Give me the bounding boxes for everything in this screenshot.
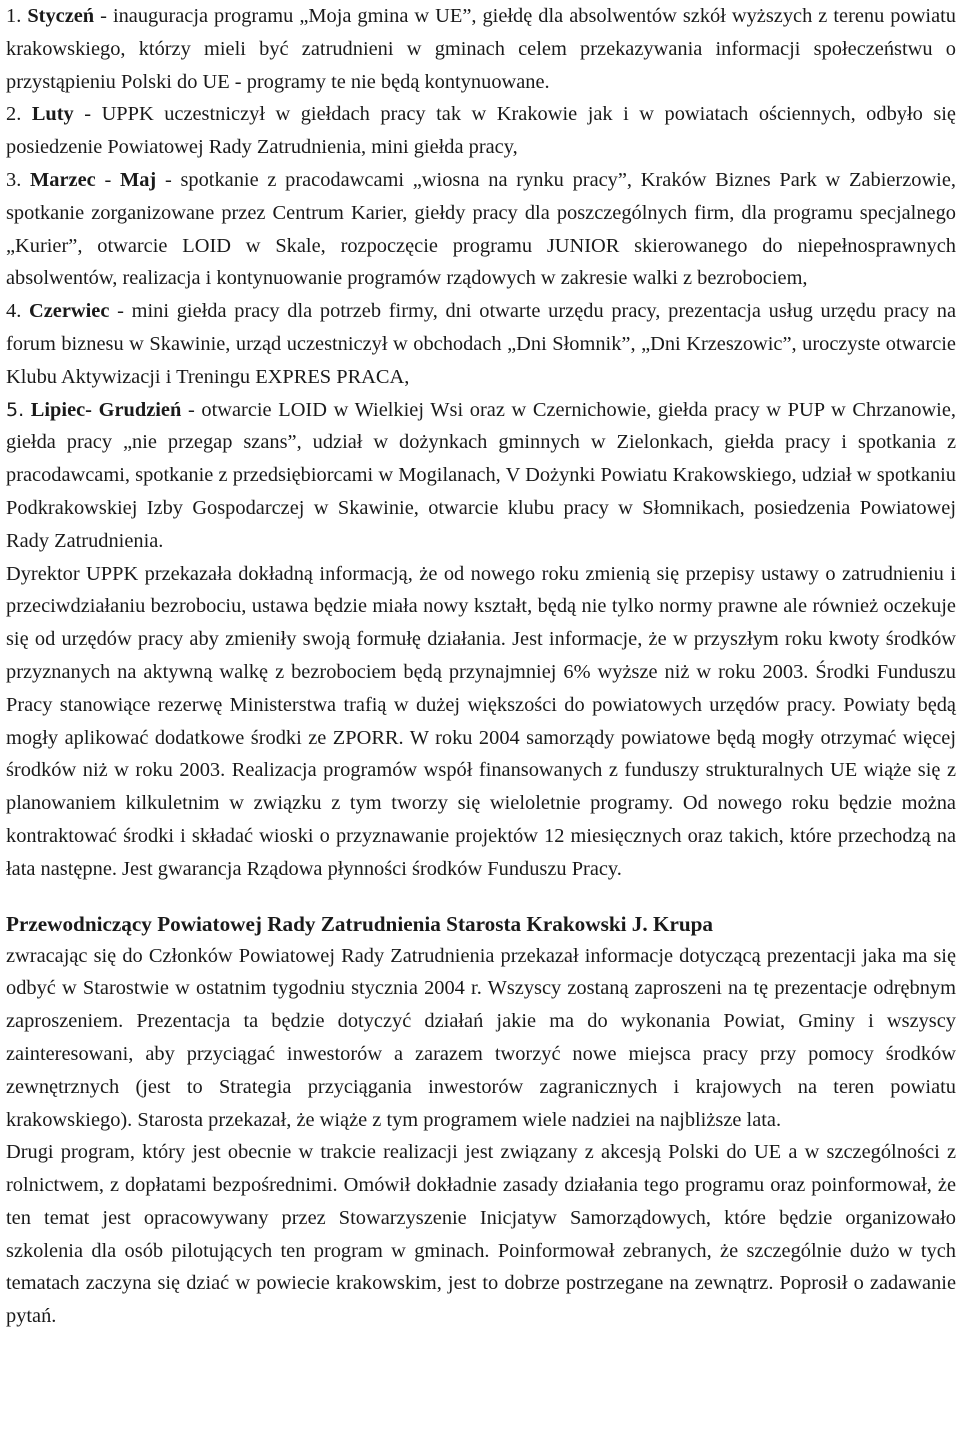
section-heading: Przewodniczący Powiatowej Rady Zatrudnienia Starosta Krakowski J. Krupa <box>6 911 714 936</box>
item-number: 4. <box>6 300 22 323</box>
second-program-paragraph: Drugi program, który jest obecnie w trakcie realizacji jest związany z akcesją Polski do UE a w szczególności z rolnictwem, z dopłatami bezpośrednimi. Omówił dokładnie zasady działania tego programu oraz poinformował, że ten temat jest opracowywany przez Stowarzyszenie Inicjatyw Samorządowych, które będzie organizowało szkolenia dla osób pilotujących ten program w gminach. Poinformował zebranych, że szczególnie dużo w tych tematach zaczyna się dziać w powiecie krakowskim, jest to dobrze postrzegane na zewnątrz. Poprosił o zadawanie pytań. <box>6 1141 956 1328</box>
director-paragraph: Dyrektor UPPK przekazała dokładną informacją, że od nowego roku zmienią się przepisy ustawy o zatrudnieniu i przeciwdziałaniu bezrobociu, ustawa będzie miała nowy kształt, będą nie tylko normy prawne ale również oczekuje się od urzędów pracy aby zmieniły swoją formułę działania. Jest informacje, że w przyszłym roku kwoty środków przyznanych na aktywną walkę z bezrobociem będą przynajmniej 6% wyższe niż w roku 2003. Środki Funduszu Pracy stanowiące rezerwę Ministerstwa trafią w dużej większości do powiatowych urzędów pracy. Powiaty będą mogły aplikować dodatkowe środki ze ZPORR. W roku 2004 samorządy powiatowe będą mogły otrzymać więcej środków niż w roku 2003. Realizacja programów współ finansowanych z funduszy strukturalnych UE wiąże się z planowaniem kilkuletnim w związku z tym tworzy się wieloletnie programy. Od nowego roku będzie można kontraktować środki i składać wioski o przyznawanie projektów 12 miesięcznych oraz takich, które przechodzą na łata następne. Jest gwarancja Rządowa płynności środków Funduszu Pracy. <box>6 562 956 880</box>
list-item-january <box>6 0 956 98</box>
item-text: - otwarcie LOID w Wielkiej Wsi oraz w Czernichowie, giełda pracy w PUP w Chrzanowie, giełda pracy „nie przegap szans”, udział w dożynkach gminnych w Zielonkach, giełda pracy i spotkania z pracodawcami, spotkanie z przedsiębiorcami w Mogilanach, V Dożynki Powiatu Krakowskiego, udział w spotkaniu Podkrakowskiej Izby Gospodarczej w Skawinie, otwarcie klubu pracy w Słomnikach, posiedzenia Powiatowej Rady Zatrudnienia. <box>6 398 956 552</box>
item-month-label: Czerwiec <box>29 300 110 323</box>
item-text: - UPPK uczestniczył w giełdach pracy tak w Krakowie jak i w powiatach ościennych, odbyło się posiedzenie Powiatowej Rady Zatrudnienia, mini giełda pracy, <box>6 103 956 159</box>
document-page <box>6 0 956 1333</box>
item-month-label: Luty <box>31 103 74 126</box>
list-item-march-may <box>6 164 956 295</box>
item-month-label-end: Maj <box>119 168 157 191</box>
item-number: 2. <box>6 103 22 126</box>
item-month-label: Lipiec- Grudzień <box>30 398 182 421</box>
list-item-june <box>6 295 956 393</box>
chair-paragraph: zwracając się do Członków Powiatowej Rady Zatrudnienia przekazał informacje dotyczącą prezentacji jaka ma się odbyć w Starostwie w ostatnim tygodniu stycznia 2004 r. Wszyscy zostaną zaproszeni na tę prezentacje odrębnym zaproszeniem. Prezentacja ta będzie dotyczyć działań jakie ma do wykonania Powiat, Gminy i wszyscy zainteresowani, aby przyciągać inwestorów a zarazem tworzyć nowe miejsca pracy przy pomocy środków zewnętrznych (jest to Strategia przyciągania inwestorów zagranicznych i krajowych na teren powiatu krakowskiego). Starosta przekazał, że wiąże z tym programem wiele nadziei na najbliższe lata. <box>6 944 956 1131</box>
item-number: 1. <box>6 5 22 27</box>
list-item-july-december <box>6 394 956 558</box>
item-separator: - <box>95 168 120 191</box>
item-number: 3. <box>6 168 22 191</box>
item-text: - mini giełda pracy dla potrzeb firmy, dni otwarte urzędu pracy, prezentacja usług urzędu pracy na forum biznesu w Skawinie, urząd uczestniczył w obchodach „Dni Słomnik”, „Dni Krzeszowic”, uroczyste otwarcie Klubu Aktywizacji i Treningu EXPRES PRACA, <box>6 300 956 388</box>
item-text: - spotkanie z pracodawcami „wiosna na rynku pracy”, Kraków Biznes Park w Zabierzowie, spotkanie zorganizowane przez Centrum Karier, giełdy pracy dla poszczególnych firm, dla programu specjalnego „Kurier”, otwarcie LOID w Skale, rozpoczęcie programu JUNIOR skierowanego do niepełnosprawnych absolwentów, realizacja i kontynuowanie programów rządowych w zakresie walki z bezrobociem, <box>6 168 956 290</box>
item-number: 5. <box>6 398 25 421</box>
item-month-label: Styczeń <box>27 5 95 27</box>
item-text: - inauguracja programu „Moja gmina w UE”, giełdę dla absolwentów szkół wyższych z terenu powiatu krakowskiego, którzy mieli być zatrudnieni w gminach celem przekazywania informacji społeczeństwu o przystąpieniu Polski do UE - programy te nie będą kontynuowane. <box>6 5 956 93</box>
list-item-february <box>6 98 956 164</box>
item-month-label: Marzec <box>30 168 96 191</box>
